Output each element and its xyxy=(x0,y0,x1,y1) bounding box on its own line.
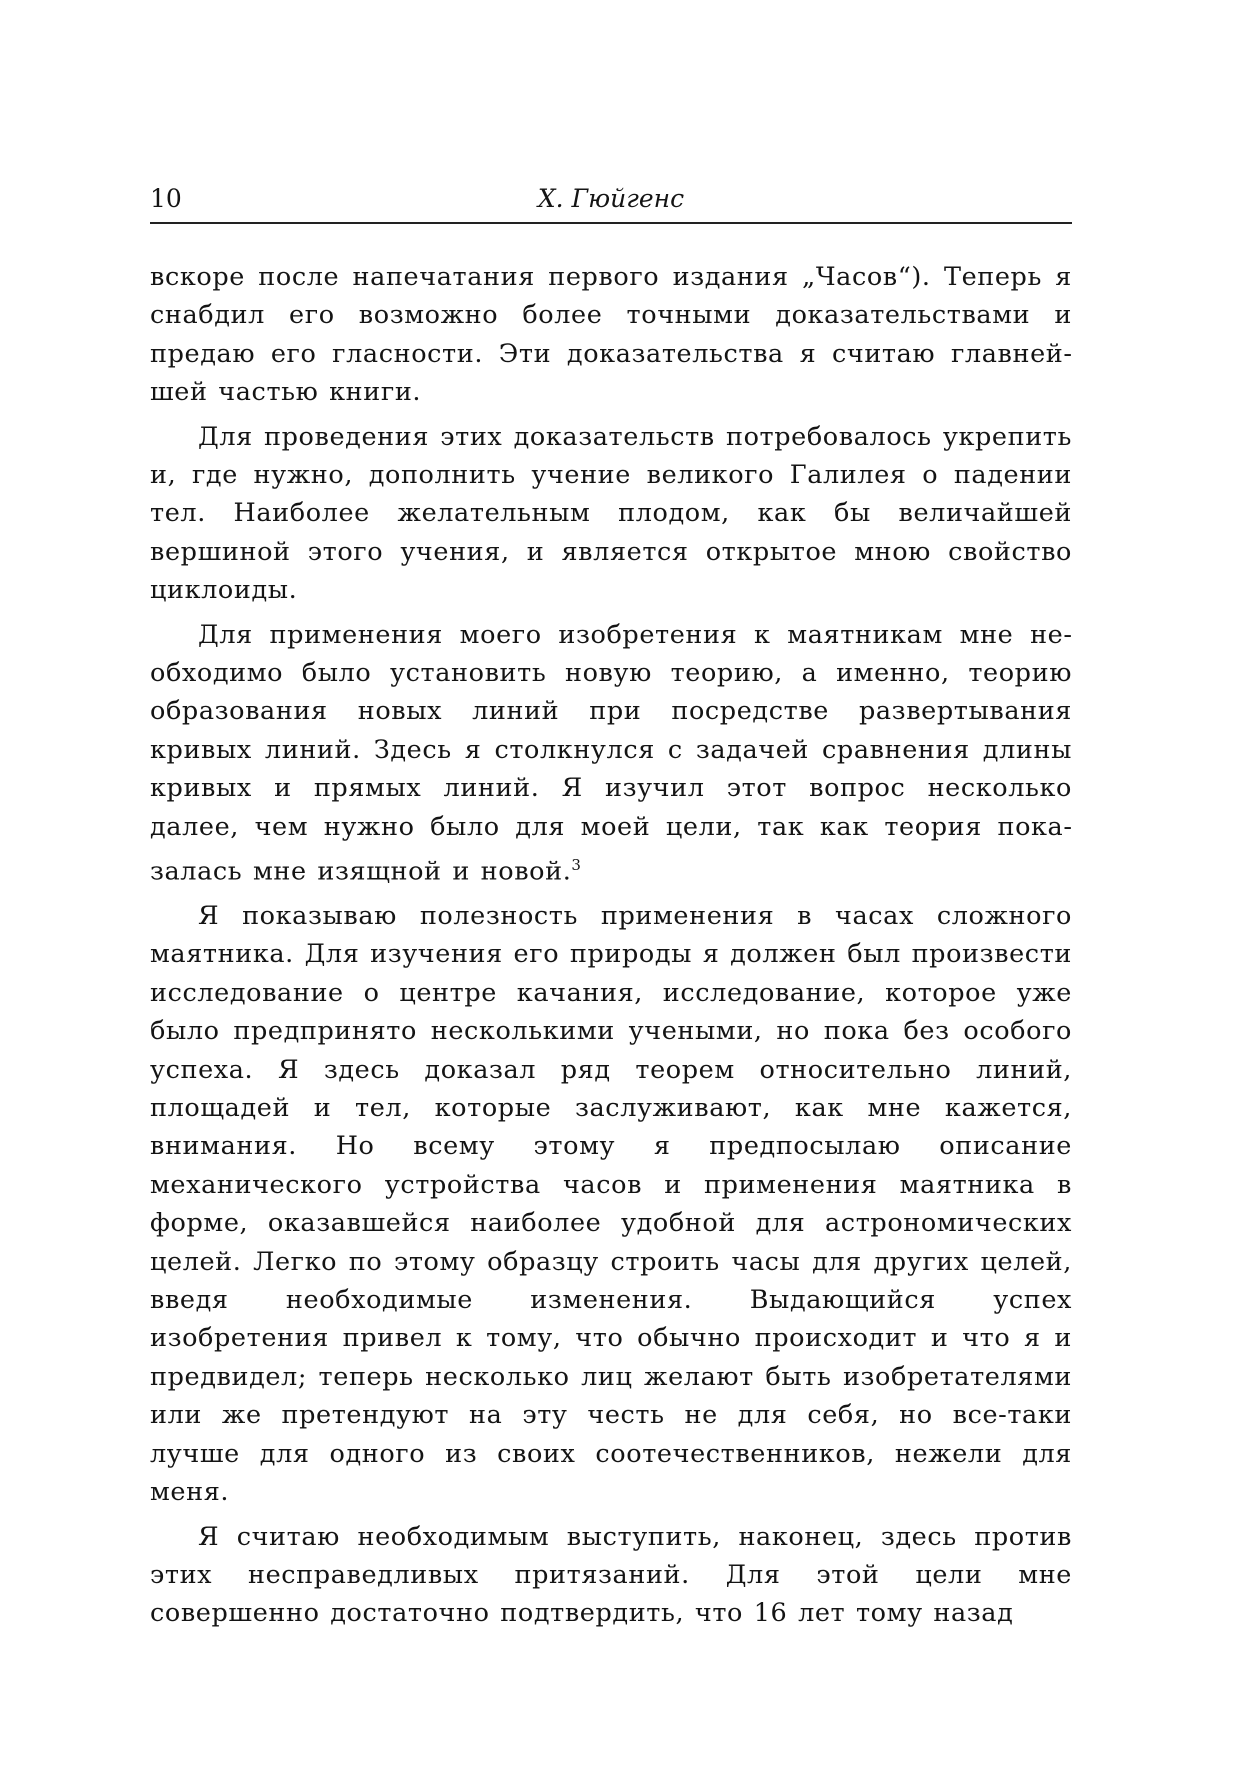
running-head xyxy=(150,182,1072,222)
paragraph-5: Я считаю необходимым выступить, наконец, здесь против этих несправедливых притязаний. Для этой цели мне совершенно достаточно подтвердить, что 16 лет тому назад xyxy=(150,1521,1072,1629)
paragraph-2: Для проведения этих доказательств потребовалось укрепить и, где нужно, дополнить учение великого Галилея о падении тел. Наиболее желательным плодом, как бы величайшей вершиной этого учения, и является открытое мною свойство циклоиды. xyxy=(150,421,1072,606)
paragraph-3 xyxy=(150,616,1072,891)
header-rule xyxy=(150,222,1072,224)
footnote-marker: 3 xyxy=(571,856,582,875)
paragraph-1: вскоре после напечатания первого издания „Часов“). Теперь я снабдил его возможно более точными доказательствами и предаю его гласности. Эти доказательства я считаю главнейшей частью книги. xyxy=(150,262,1072,408)
paragraph-4: Я показываю полезность применения в часах сложного маятника. Для изучения его природы я должен был произвести исследование о центре качания, исследование, которое уже было предпринято несколькими учеными, но пока без особого успеха. Я здесь доказал ряд теорем относительно линий, площадей и тел, которые заслуживают, как мне кажется, внимания. Но всему этому я предпосылаю описание механического устройства часов и применения маятника в форме, оказавшейся наиболее удобной для астрономических целей. Легко по этому образцу строить часы для других целей, введя необходимые изменения. Выдающийся успех изобретения привел к тому, что обычно происходит и что я и предвидел; теперь несколько лиц желают быть изобретателями или же претендуют на эту честь не для себя, но все-таки лучше для одного из своих соотечественников, нежели для меня. xyxy=(150,901,1072,1508)
page-number: 10 xyxy=(150,184,182,213)
running-title: Х. Гюйгенс xyxy=(537,184,685,213)
body-text xyxy=(150,258,1072,1633)
paragraph-3-text: Для применения моего изобретения к маятникам мне необходимо было установить новую теорию, а именно, теорию образования новых линий при посредстве развертывания кривых линий. Здесь я столкнулся с задачей сравнения длины кривых и прямых линий. Я изучил этот вопрос несколько далее, чем нужно было для моей цели, так как теория показалась мне изящной и новой. xyxy=(150,619,1072,887)
